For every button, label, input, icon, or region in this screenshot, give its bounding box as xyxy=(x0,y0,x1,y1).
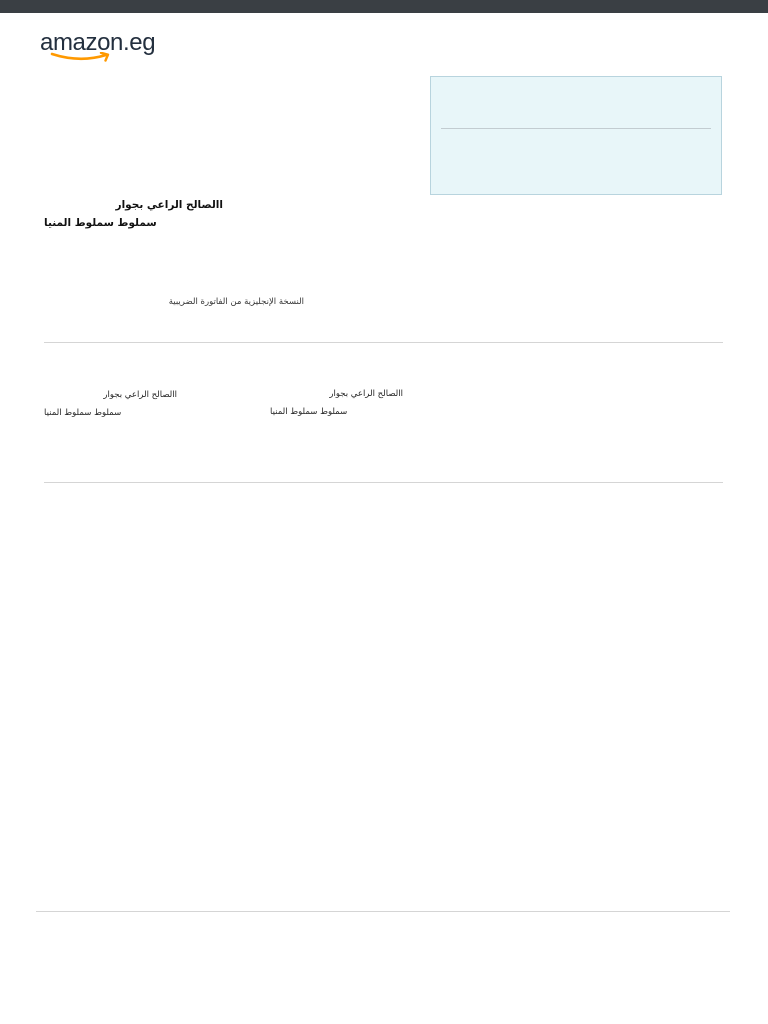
address-block-2-line1: االصالح الراعي بجوار xyxy=(329,389,403,399)
address-block-1 xyxy=(44,386,177,422)
section-divider xyxy=(44,342,723,343)
address-block-1-line2: سملوط سملوط المنيا xyxy=(44,408,122,418)
billing-address-line2: سملوط سملوط المنيا xyxy=(44,217,157,229)
info-box-divider xyxy=(441,128,711,129)
top-bar xyxy=(0,0,768,13)
address-block-1-line1: االصالح الراعي بجوار xyxy=(103,390,177,400)
address-block-2-line2: سملوط سملوط المنيا xyxy=(270,407,348,417)
section-divider xyxy=(44,482,723,483)
invoice-info-box xyxy=(430,76,722,195)
address-block-2 xyxy=(270,385,403,421)
logo-wordmark: amazon.eg xyxy=(40,29,156,56)
footer-divider xyxy=(36,911,730,912)
billing-address-line1: االصالح الراعي بجوار xyxy=(115,199,223,211)
billing-address xyxy=(44,196,223,232)
english-invoice-copy-text: النسخة الإنجليزية من الفاتورة الضريبية xyxy=(168,297,304,307)
amazon-smile-icon xyxy=(50,52,114,62)
amazon-logo xyxy=(40,26,180,66)
